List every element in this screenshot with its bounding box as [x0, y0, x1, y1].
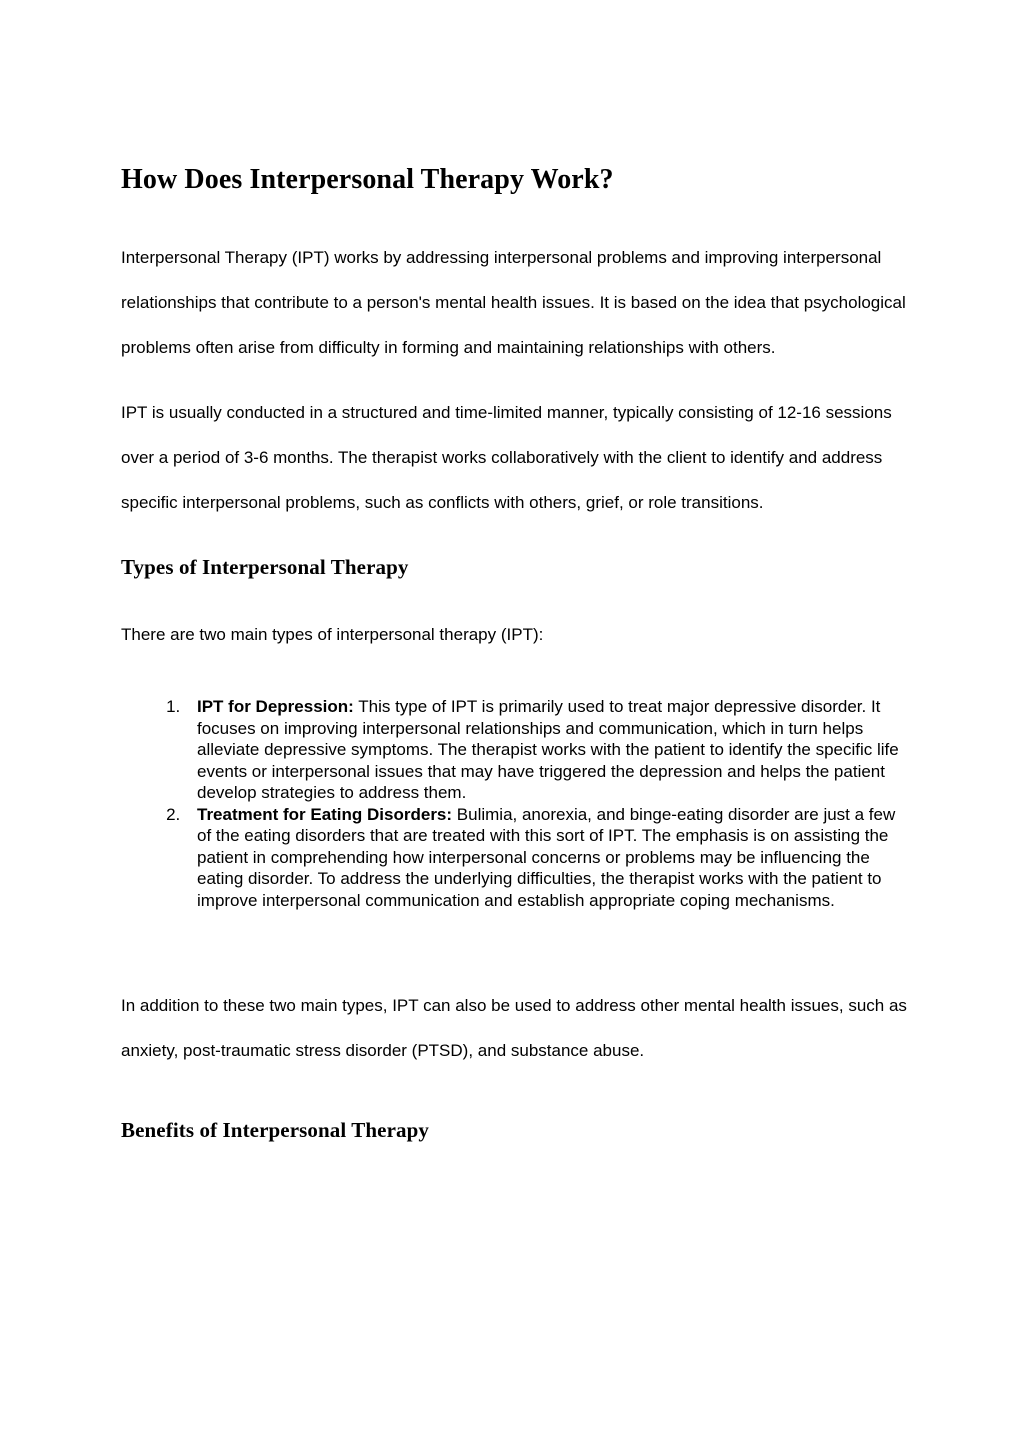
section-heading-types: Types of Interpersonal Therapy	[121, 555, 409, 579]
types-ordered-list	[121, 696, 911, 911]
spacer	[121, 1073, 911, 1117]
spacer	[121, 911, 911, 983]
types-closing-paragraph: In addition to these two main types, IPT can also be used to address other mental health issues, such as anxiety, post-traumatic stress disorder (PTSD), and substance abuse.	[121, 996, 907, 1060]
list-item-label: IPT for Depression:	[197, 697, 354, 716]
spacer	[121, 580, 911, 623]
list-item	[185, 696, 911, 804]
intro-paragraph-1: Interpersonal Therapy (IPT) works by addressing interpersonal problems and improving interpersonal relationships that contribute to a person's mental health issues. It is based on the idea that psychological problems often arise from difficulty in forming and maintaining relationships with others.	[121, 248, 906, 357]
page-title: How Does Interpersonal Therapy Work?	[121, 164, 614, 195]
intro-paragraph-2: IPT is usually conducted in a structured and time-limited manner, typically consisting of 12-16 sessions over a period of 3-6 months. The therapist works collaboratively with the client to identify and address specific interpersonal problems, such as conflicts with others, grief, or role transitions.	[121, 403, 892, 512]
list-item-label: Treatment for Eating Disorders:	[197, 804, 453, 824]
spacer	[121, 525, 911, 554]
spacer	[121, 647, 911, 696]
section-heading-benefits: Benefits of Interpersonal Therapy	[121, 1118, 429, 1142]
list-item-text: Bulimia, anorexia, and binge-eating disorder are just a few of the eating disorders that are treated with this sort of IPT. The emphasis is on assisting the patient in comprehending how interpersonal concerns or problems may be influencing the eating disorder. To address the underlying difficulties, the therapist works with the patient to improve interpersonal communication and establish appropriate coping mechanisms.	[197, 804, 896, 910]
document-content	[121, 163, 911, 1143]
list-item	[185, 804, 911, 912]
spacer	[121, 370, 911, 390]
list-item-text: This type of IPT is primarily used to treat major depressive disorder. It focuses on improving interpersonal relationships and communication, which in turn helps alleviate depressive symptoms. The therapist works with the patient to identify the specific life events or interpersonal issues that may have triggered the depression and helps the patient develop strategies to address them.	[197, 697, 899, 802]
types-lead-in-text: There are two main types of interpersonal therapy (IPT):	[121, 625, 544, 644]
spacer	[121, 197, 911, 235]
